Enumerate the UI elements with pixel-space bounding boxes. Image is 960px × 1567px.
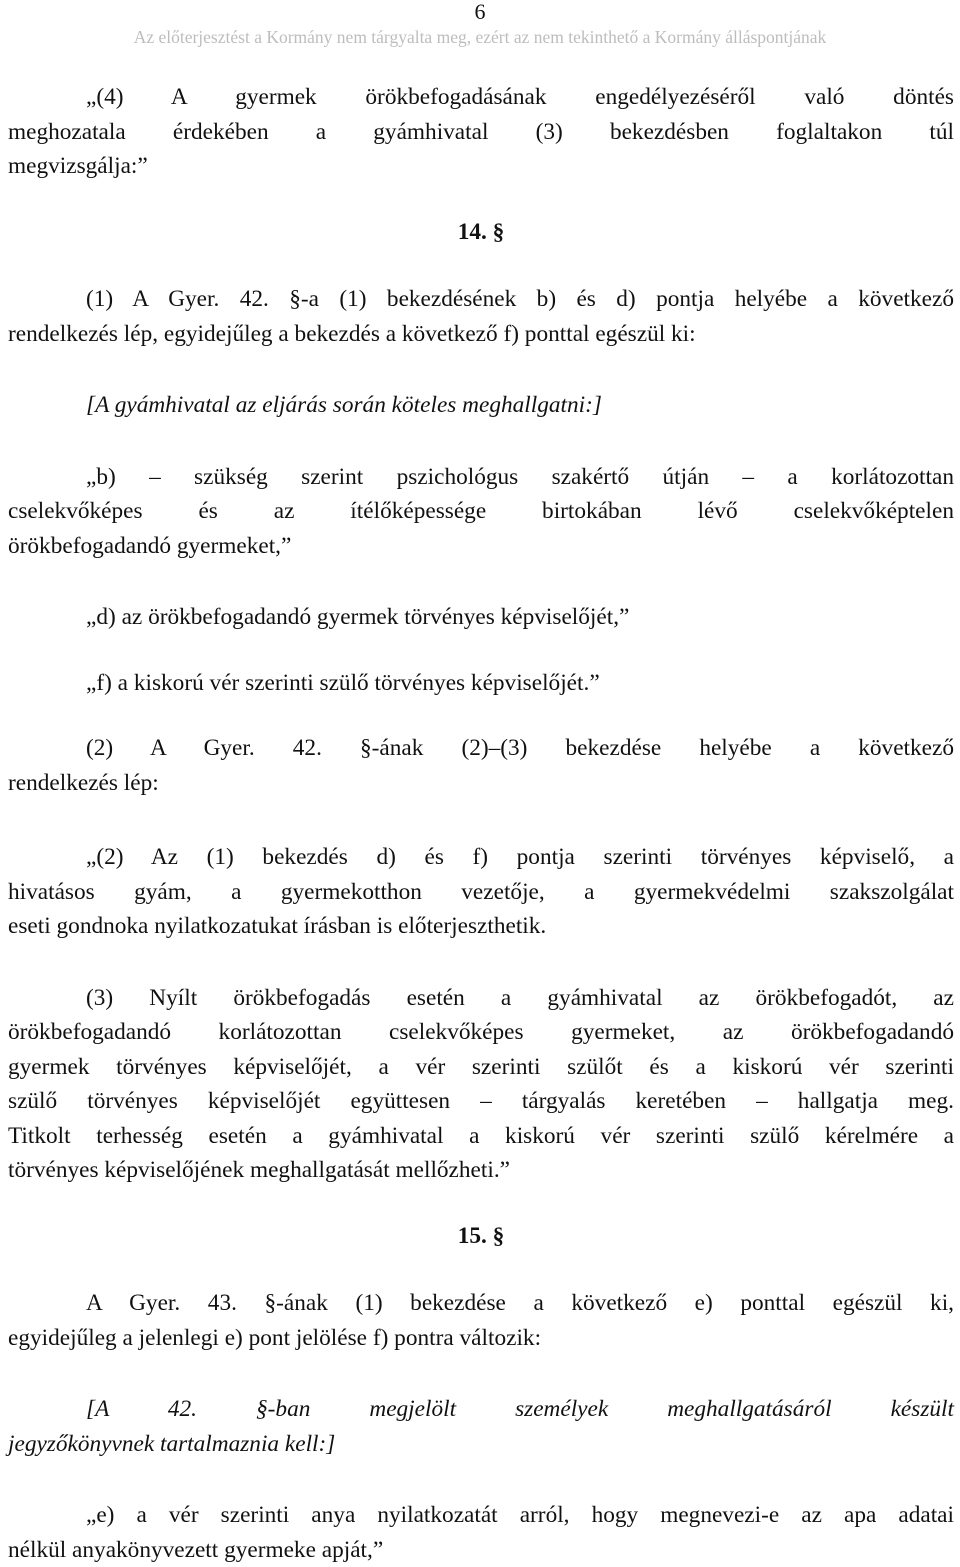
text-line: hivatásos gyám, a gyermekotthon vezetője, a gyermekvédelmi szakszolgálat <box>8 875 954 910</box>
point-b <box>8 460 954 564</box>
text-line: A Gyer. 43. §-ának (1) bekezdése a következő e) ponttal egészül ki, <box>8 1286 954 1321</box>
text-line: „(4) A gyermek örökbefogadásának engedélyezéséről való döntés <box>8 80 954 115</box>
text-line: meghozatala érdekében a gyámhivatal (3) bekezdésben foglaltakon túl <box>8 115 954 150</box>
text-line: [A 42. §-ban megjelölt személyek meghallgatásáról készült <box>8 1392 954 1427</box>
text-line: „(2) Az (1) bekezdés d) és f) pontja szerinti törvényes képviselő, a <box>8 840 954 875</box>
text-line: örökbefogadandó korlátozottan cselekvőképes gyermeket, az örökbefogadandó <box>8 1015 954 1050</box>
bracketed-context-2 <box>8 1392 954 1461</box>
text-line: „e) a vér szerinti anya nyilatkozatát arról, hogy megnevezi-e az apa adatai <box>8 1498 954 1533</box>
point-d: „d) az örökbefogadandó gyermek törvényes képviselőjét,” <box>8 600 954 635</box>
bracketed-context: [A gyámhivatal az eljárás során köteles meghallgatni:] <box>8 388 954 423</box>
text-line: nélkül anyakönyvezett gyermeke apját,” <box>8 1533 954 1567</box>
text-line: eseti gondnoka nyilatkozatukat írásban is előterjeszthetik. <box>8 909 954 944</box>
text-line: gyermek törvényes képviselőjét, a vér szerinti szülőt és a kiskorú vér szerinti <box>8 1050 954 1085</box>
new-paragraph-2 <box>8 840 954 944</box>
text-line: egyidejűleg a jelenlegi e) pont jelölése f) pontra változik: <box>8 1321 954 1356</box>
section-14-paragraph-1 <box>8 282 954 351</box>
document-body <box>8 80 954 1567</box>
government-notice-header: Az előterjesztést a Kormány nem tárgyalta meg, ezért az nem tekinthető a Kormány álláspontjának <box>0 26 960 48</box>
new-paragraph-3 <box>8 981 954 1188</box>
text-line: (3) Nyílt örökbefogadás esetén a gyámhivatal az örökbefogadót, az <box>8 981 954 1016</box>
point-e <box>8 1498 954 1567</box>
text-line: „b) – szükség szerint pszichológus szakértő útján – a korlátozottan <box>8 460 954 495</box>
text-line: Titkolt terhesség esetén a gyámhivatal a kiskorú vér szerinti szülő kérelmére a <box>8 1119 954 1154</box>
text-line: rendelkezés lép: <box>8 766 954 801</box>
text-line: rendelkezés lép, egyidejűleg a bekezdés a következő f) ponttal egészül ki: <box>8 317 954 352</box>
text-line: cselekvőképes és az ítélőképessége birtokában lévő cselekvőképtelen <box>8 494 954 529</box>
text-line: szülő törvényes képviselőjét együttesen – tárgyalás keretében – hallgatja meg. <box>8 1084 954 1119</box>
text-line: törvényes képviselőjének meghallgatását mellőzheti.” <box>8 1153 954 1188</box>
text-line: jegyzőkönyvnek tartalmaznia kell:] <box>8 1427 954 1462</box>
page-number: 6 <box>0 0 960 24</box>
text-line: (1) A Gyer. 42. §-a (1) bekezdésének b) és d) pontja helyébe a következő <box>8 282 954 317</box>
point-f: „f) a kiskorú vér szerinti szülő törvényes képviselőjét.” <box>8 666 954 701</box>
section-14-paragraph-2 <box>8 731 954 800</box>
section-14-title: 14. § <box>8 215 954 250</box>
paragraph-4-intro <box>8 80 954 184</box>
section-15-paragraph <box>8 1286 954 1355</box>
text-line: (2) A Gyer. 42. §-ának (2)–(3) bekezdése helyébe a következő <box>8 731 954 766</box>
text-line: örökbefogadandó gyermeket,” <box>8 529 954 564</box>
text-line: megvizsgálja:” <box>8 149 954 184</box>
section-15-title: 15. § <box>8 1219 954 1254</box>
